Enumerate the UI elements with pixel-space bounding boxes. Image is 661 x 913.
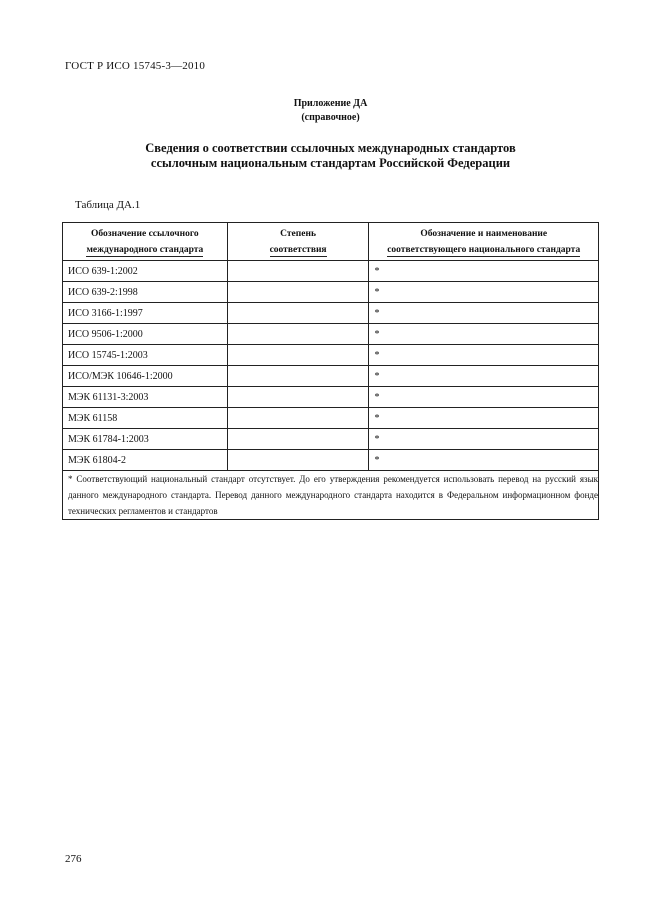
appendix-heading	[0, 97, 661, 125]
cell-degree	[227, 303, 369, 324]
cell-standard: ИСО 639-2:1998	[63, 282, 228, 303]
cell-standard: МЭК 61804-2	[63, 450, 228, 471]
table-label: Таблица ДА.1	[75, 199, 141, 211]
table-row	[63, 429, 599, 450]
table-row	[63, 450, 599, 471]
cell-national: *	[369, 282, 599, 303]
cell-degree	[227, 429, 369, 450]
cell-national: *	[369, 261, 599, 282]
table-header-row	[63, 223, 599, 261]
cell-national: *	[369, 450, 599, 471]
header-degree	[227, 223, 369, 261]
cell-degree	[227, 408, 369, 429]
page-number: 276	[65, 853, 82, 865]
header-line: Степень	[280, 228, 316, 239]
cell-standard: ИСО 639-1:2002	[63, 261, 228, 282]
cell-standard: ИСО 15745-1:2003	[63, 345, 228, 366]
cell-degree	[227, 324, 369, 345]
section-title-line2: ссылочным национальным стандартам Российской Федерации	[150, 156, 511, 170]
table-row	[63, 408, 599, 429]
table-row	[63, 282, 599, 303]
cell-standard: МЭК 61158	[63, 408, 228, 429]
cell-national: *	[369, 366, 599, 387]
header-international-standard	[63, 223, 228, 261]
section-title	[60, 141, 601, 171]
cell-standard: ИСО 3166-1:1997	[63, 303, 228, 324]
appendix-title: Приложение ДА	[293, 98, 368, 109]
cell-standard: МЭК 61131-3:2003	[63, 387, 228, 408]
cell-standard: ИСО/МЭК 10646-1:2000	[63, 366, 228, 387]
header-line: соответствующего национального стандарта	[387, 244, 581, 255]
table-row	[63, 387, 599, 408]
table-footnote: * Соответствующий национальный стандарт отсутствует. До его утверждения рекомендуется использовать перевод на русский язык данного международного стандарта. Перевод данного международного стандарта находится в Федеральном информационном фонде технических регламентов и стандартов	[63, 471, 599, 520]
header-line: Обозначение и наименование	[420, 228, 548, 239]
table-row	[63, 261, 599, 282]
cell-national: *	[369, 303, 599, 324]
cell-national: *	[369, 408, 599, 429]
cell-degree	[227, 282, 369, 303]
document-code: ГОСТ Р ИСО 15745-3—2010	[65, 60, 206, 72]
cell-degree	[227, 261, 369, 282]
cell-degree	[227, 366, 369, 387]
table-row	[63, 345, 599, 366]
cell-national: *	[369, 429, 599, 450]
cell-degree	[227, 387, 369, 408]
section-title-line1: Сведения о соответствии ссылочных международных стандартов	[145, 141, 516, 155]
cell-standard: ИСО 9506-1:2000	[63, 324, 228, 345]
table-row	[63, 303, 599, 324]
standards-table	[62, 222, 599, 520]
cell-national: *	[369, 324, 599, 345]
header-line: Обозначение ссылочного	[91, 228, 199, 239]
table-row	[63, 324, 599, 345]
table-row	[63, 366, 599, 387]
cell-standard: МЭК 61784-1:2003	[63, 429, 228, 450]
header-line: международного стандарта	[86, 244, 204, 255]
header-line: соответствия	[269, 244, 327, 255]
cell-national: *	[369, 345, 599, 366]
header-national-standard	[369, 223, 599, 261]
cell-national: *	[369, 387, 599, 408]
cell-degree	[227, 450, 369, 471]
cell-degree	[227, 345, 369, 366]
appendix-subtitle: (справочное)	[301, 112, 360, 123]
table-footnote-row	[63, 471, 599, 520]
